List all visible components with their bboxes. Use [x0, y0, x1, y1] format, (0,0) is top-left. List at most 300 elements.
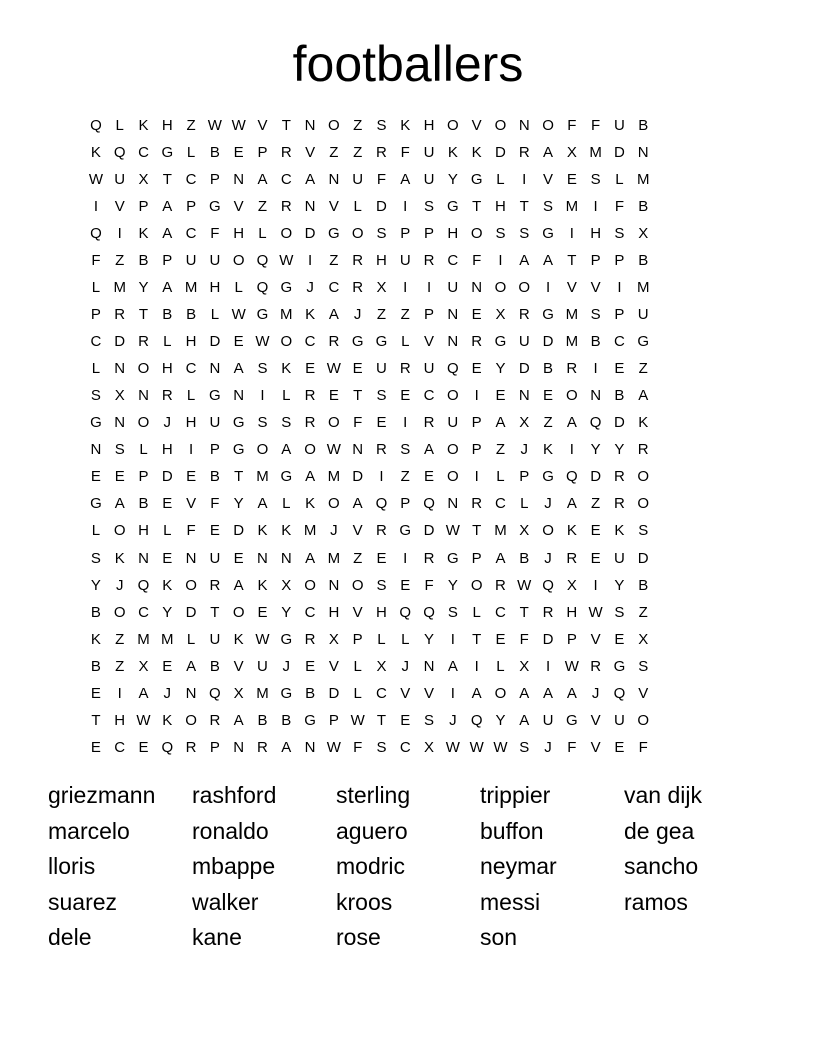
grid-letter: C	[495, 603, 506, 621]
grid-letter: O	[637, 495, 650, 513]
word-list-item: ramos	[624, 888, 688, 915]
grid-letter: S	[376, 387, 387, 405]
grid-letter: N	[138, 549, 149, 567]
grid-letter: P	[162, 252, 173, 270]
grid-letter: Z	[400, 468, 410, 486]
grid-letter: L	[401, 333, 410, 351]
grid-letter: B	[186, 306, 197, 324]
grid-letter: Y	[447, 171, 458, 189]
grid-letter: G	[447, 198, 459, 216]
grid-letter: O	[542, 117, 554, 134]
grid-letter: E	[138, 738, 149, 756]
grid-letter: T	[472, 630, 482, 648]
word-list-item: aguero	[336, 817, 408, 844]
grid-letter: I	[93, 198, 98, 216]
grid-letter: V	[424, 684, 435, 702]
grid-letter: X	[138, 171, 149, 189]
grid-letter: R	[399, 360, 411, 378]
grid-letter: C	[138, 603, 149, 621]
grid-letter: U	[447, 414, 459, 432]
grid-letter: P	[138, 468, 149, 486]
grid-letter: O	[351, 225, 364, 243]
grid-letter: R	[614, 495, 625, 513]
grid-letter: W	[445, 738, 460, 756]
grid-letter: A	[233, 711, 244, 729]
grid-letter: F	[400, 144, 410, 162]
grid-letter: L	[186, 387, 196, 405]
grid-letter: M	[636, 171, 650, 189]
grid-letter: N	[114, 360, 126, 378]
grid-letter: R	[376, 144, 387, 162]
grid-letter: P	[352, 630, 363, 648]
word-list-item: kroos	[336, 888, 393, 915]
grid-letter: C	[185, 171, 197, 189]
grid-letter: N	[518, 387, 530, 405]
word-list-item: griezmann	[48, 782, 156, 808]
grid-letter: U	[423, 360, 435, 378]
grid-letter: F	[210, 225, 220, 243]
grid-letter: L	[139, 441, 148, 459]
grid-letter: A	[519, 711, 530, 729]
grid-letter: H	[209, 279, 221, 297]
grid-letter: O	[637, 468, 650, 486]
grid-letter: B	[90, 657, 101, 675]
grid-letter: B	[638, 117, 649, 134]
word-list-item: buffon	[480, 817, 544, 844]
grid-letter: D	[161, 468, 173, 486]
grid-letter: G	[280, 630, 293, 648]
grid-letter: Q	[399, 603, 412, 621]
grid-letter: O	[304, 576, 316, 594]
grid-letter: B	[281, 711, 292, 729]
grid-letter: R	[138, 333, 149, 351]
grid-letter: N	[447, 306, 459, 324]
grid-letter: A	[352, 495, 363, 513]
grid-letter: S	[90, 549, 101, 567]
grid-letter: G	[256, 306, 269, 324]
grid-letter: N	[90, 441, 102, 459]
grid-letter: Y	[590, 441, 601, 459]
grid-letter: F	[638, 738, 648, 756]
grid-letter: A	[424, 441, 435, 459]
grid-letter: I	[260, 387, 265, 405]
grid-letter: D	[352, 468, 364, 486]
grid-letter: S	[376, 576, 387, 594]
grid-letter: V	[471, 117, 482, 134]
word-list-item: sterling	[336, 782, 411, 808]
grid-letter: G	[351, 333, 364, 351]
grid-letter: V	[328, 198, 339, 216]
grid-letter: K	[471, 144, 482, 162]
grid-letter: X	[638, 225, 649, 243]
word-list-item: van dijk	[624, 782, 702, 808]
grid-letter: B	[138, 252, 149, 270]
grid-letter: S	[447, 603, 458, 621]
grid-letter: N	[471, 279, 483, 297]
grid-letter: K	[543, 441, 554, 459]
grid-letter: R	[280, 198, 292, 216]
grid-letter: I	[379, 468, 384, 486]
grid-letter: R	[423, 414, 435, 432]
grid-letter: V	[233, 657, 244, 675]
grid-letter: Q	[137, 576, 150, 594]
grid-letter: Z	[115, 657, 125, 675]
grid-letter: A	[257, 495, 268, 513]
grid-letter: X	[519, 657, 530, 675]
grid-letter: P	[590, 252, 601, 270]
grid-letter: S	[543, 198, 554, 216]
grid-letter: L	[186, 144, 196, 162]
grid-letter: W	[350, 711, 365, 729]
grid-letter: P	[209, 738, 220, 756]
grid-letter: H	[138, 522, 149, 540]
grid-letter: Z	[353, 117, 363, 134]
grid-letter: P	[424, 306, 435, 324]
grid-letter: L	[353, 657, 362, 675]
grid-letter: A	[186, 657, 197, 675]
grid-letter: H	[495, 198, 506, 216]
grid-letter: E	[400, 576, 411, 594]
grid-letter: E	[233, 144, 244, 162]
grid-letter: G	[375, 333, 388, 351]
grid-letter: K	[305, 306, 316, 324]
grid-letter: S	[376, 117, 387, 134]
grid-letter: B	[638, 252, 649, 270]
grid-letter: G	[613, 657, 626, 675]
grid-letter: L	[91, 360, 101, 378]
grid-letter: D	[114, 333, 126, 351]
grid-letter: X	[495, 306, 506, 324]
grid-letter: X	[281, 576, 292, 594]
grid-letter: L	[210, 306, 220, 324]
grid-letter: H	[185, 414, 197, 432]
grid-letter: X	[638, 630, 649, 648]
grid-letter: R	[209, 576, 221, 594]
grid-letter: W	[564, 657, 579, 675]
grid-letter: O	[256, 441, 269, 459]
grid-letter: O	[447, 468, 459, 486]
grid-letter: G	[542, 225, 554, 243]
grid-letter: K	[233, 630, 244, 648]
grid-letter: H	[161, 441, 173, 459]
grid-letter: V	[590, 279, 601, 297]
grid-letter: D	[614, 144, 625, 162]
grid-letter: S	[495, 225, 506, 243]
grid-letter: A	[281, 738, 292, 756]
grid-letter: P	[209, 171, 220, 189]
word-list-item: suarez	[48, 888, 118, 915]
grid-letter: P	[186, 198, 197, 216]
grid-letter: O	[328, 495, 340, 513]
grid-letter: D	[304, 225, 316, 243]
grid-letter: Q	[566, 468, 578, 486]
grid-letter: V	[233, 198, 244, 216]
grid-letter: J	[401, 657, 409, 675]
grid-letter: S	[257, 414, 268, 432]
grid-letter: O	[494, 684, 507, 702]
grid-letter: A	[138, 684, 149, 702]
grid-letter: P	[424, 225, 435, 243]
grid-letter: H	[376, 603, 387, 621]
grid-letter: O	[447, 441, 459, 459]
grid-letter: V	[114, 198, 125, 216]
grid-letter: D	[614, 414, 625, 432]
grid-letter: W	[255, 333, 270, 351]
grid-letter: T	[210, 603, 220, 621]
grid-letter: K	[257, 576, 268, 594]
grid-letter: M	[327, 468, 341, 486]
grid-letter: S	[400, 441, 411, 459]
grid-letter: F	[353, 414, 363, 432]
grid-letter: P	[566, 630, 577, 648]
grid-letter: X	[328, 630, 339, 648]
grid-letter: A	[638, 387, 649, 405]
word-list-item: ronaldo	[192, 817, 269, 844]
grid-letter: X	[138, 657, 149, 675]
grid-letter: G	[566, 711, 578, 729]
grid-letter: U	[423, 144, 435, 162]
grid-letter: O	[542, 522, 554, 540]
grid-letter: B	[543, 360, 554, 378]
grid-letter: P	[257, 144, 268, 162]
grid-letter: H	[566, 603, 578, 621]
grid-letter: D	[328, 684, 340, 702]
grid-letter: N	[352, 441, 364, 459]
grid-letter: Q	[256, 279, 269, 297]
grid-letter: R	[566, 549, 578, 567]
grid-letter: Z	[329, 252, 339, 270]
grid-letter: K	[257, 522, 268, 540]
grid-letter: K	[162, 711, 173, 729]
grid-letter: P	[519, 468, 530, 486]
grid-letter: X	[376, 657, 387, 675]
grid-letter: K	[281, 360, 292, 378]
grid-letter: E	[162, 549, 173, 567]
grid-letter: V	[400, 684, 411, 702]
grid-letter: C	[280, 171, 292, 189]
grid-letter: I	[617, 279, 622, 297]
grid-letter: F	[353, 738, 363, 756]
word-list-item: dele	[48, 924, 92, 950]
word-list-item: trippier	[480, 782, 551, 808]
grid-letter: R	[423, 252, 435, 270]
grid-letter: B	[638, 576, 649, 594]
grid-letter: J	[449, 711, 457, 729]
grid-letter: E	[162, 495, 173, 513]
grid-letter: V	[352, 603, 363, 621]
grid-letter: Q	[113, 144, 126, 162]
grid-letter: B	[614, 387, 625, 405]
grid-letter: F	[424, 576, 434, 594]
grid-letter: X	[519, 522, 530, 540]
grid-letter: T	[519, 198, 529, 216]
grid-letter: Z	[257, 198, 268, 216]
grid-letter: M	[589, 144, 602, 162]
grid-letter: S	[614, 225, 625, 243]
grid-letter: E	[495, 630, 506, 648]
grid-letter: X	[424, 738, 435, 756]
grid-letter: W	[445, 522, 460, 540]
grid-letter: G	[280, 279, 293, 297]
grid-letter: X	[376, 279, 387, 297]
grid-letter: P	[400, 495, 411, 513]
grid-letter: A	[305, 549, 316, 567]
grid-letter: E	[424, 468, 435, 486]
grid-letter: Q	[256, 252, 269, 270]
grid-letter: Z	[543, 414, 553, 432]
grid-letter: S	[281, 414, 292, 432]
grid-letter: O	[351, 576, 364, 594]
grid-letter: Q	[613, 684, 626, 702]
grid-letter: H	[114, 711, 126, 729]
grid-letter: O	[447, 387, 459, 405]
grid-letter: K	[114, 549, 125, 567]
grid-letter: T	[567, 252, 577, 270]
grid-letter: N	[138, 387, 149, 405]
grid-letter: A	[281, 441, 292, 459]
grid-letter: G	[542, 468, 554, 486]
grid-letter: C	[138, 144, 149, 162]
grid-letter: G	[280, 684, 293, 702]
grid-letter: E	[233, 549, 244, 567]
grid-letter: I	[189, 441, 194, 459]
grid-letter: O	[113, 522, 126, 540]
grid-letter: J	[330, 522, 338, 540]
grid-letter: O	[185, 711, 197, 729]
grid-letter: Q	[209, 684, 221, 702]
grid-letter: G	[304, 711, 316, 729]
grid-letter: Y	[447, 576, 458, 594]
grid-letter: V	[305, 144, 316, 162]
grid-letter: W	[279, 252, 294, 270]
grid-letter: I	[474, 657, 479, 675]
word-list-item: marcelo	[48, 817, 130, 844]
grid-letter: I	[403, 414, 408, 432]
word-list-item: rose	[336, 924, 381, 950]
grid-letter: M	[636, 279, 650, 297]
grid-letter: A	[471, 684, 482, 702]
grid-letter: O	[137, 360, 150, 378]
grid-letter: L	[186, 630, 196, 648]
grid-letter: L	[496, 171, 505, 189]
grid-letter: Y	[233, 495, 244, 513]
grid-letter: K	[138, 225, 149, 243]
grid-letter: P	[209, 441, 220, 459]
grid-letter: H	[447, 225, 459, 243]
grid-letter: R	[280, 144, 292, 162]
word-list-item: rashford	[192, 782, 277, 808]
letter-grid	[84, 112, 655, 761]
grid-letter: T	[376, 711, 387, 729]
grid-letter: F	[591, 117, 601, 134]
grid-letter: Z	[115, 630, 125, 648]
grid-letter: X	[566, 144, 577, 162]
grid-letter: C	[376, 684, 387, 702]
grid-letter: A	[400, 171, 411, 189]
word-list-item: walker	[192, 888, 259, 915]
grid-letter: X	[233, 684, 244, 702]
grid-letter: A	[233, 576, 244, 594]
grid-letter: S	[638, 657, 649, 675]
grid-letter: Q	[423, 603, 435, 621]
grid-letter: E	[90, 684, 101, 702]
grid-letter: G	[399, 522, 412, 540]
grid-letter: L	[496, 468, 505, 486]
grid-letter: M	[256, 468, 269, 486]
grid-letter: N	[280, 549, 292, 567]
word-list	[48, 778, 768, 956]
grid-letter: L	[115, 117, 124, 134]
grid-letter: O	[304, 441, 316, 459]
grid-letter: R	[471, 333, 483, 351]
grid-letter: Q	[161, 738, 174, 756]
grid-letter: J	[163, 414, 172, 432]
grid-letter: U	[209, 549, 221, 567]
word-list-item: modric	[336, 853, 406, 879]
grid-letter: O	[494, 279, 507, 297]
grid-letter: I	[450, 684, 455, 702]
grid-letter: I	[403, 549, 408, 567]
word-list-item: messi	[480, 888, 541, 915]
grid-letter: E	[209, 522, 220, 540]
puzzle-title: footballers	[292, 36, 524, 92]
grid-letter: I	[474, 387, 479, 405]
grid-letter: M	[137, 630, 150, 648]
grid-letter: E	[543, 387, 554, 405]
grid-letter: O	[280, 333, 293, 351]
grid-letter: J	[520, 441, 528, 459]
grid-letter: I	[545, 279, 551, 297]
grid-letter: M	[184, 279, 198, 297]
grid-letter: P	[90, 306, 101, 324]
grid-letter: F	[210, 495, 220, 513]
grid-letter: Y	[162, 603, 173, 621]
grid-letter: I	[522, 171, 527, 189]
grid-letter: G	[209, 387, 221, 405]
grid-letter: P	[614, 306, 625, 324]
grid-letter: Y	[90, 576, 101, 594]
grid-letter: A	[162, 279, 173, 297]
grid-letter: P	[138, 198, 149, 216]
grid-letter: C	[447, 252, 459, 270]
grid-letter: D	[542, 333, 554, 351]
grid-letter: S	[424, 711, 435, 729]
grid-letter: F	[186, 522, 196, 540]
grid-letter: M	[256, 684, 269, 702]
grid-letter: O	[470, 225, 483, 243]
grid-letter: R	[542, 603, 554, 621]
grid-letter: J	[282, 657, 291, 675]
grid-letter: C	[185, 225, 197, 243]
grid-letter: R	[423, 549, 435, 567]
grid-letter: E	[471, 360, 482, 378]
grid-letter: C	[399, 738, 411, 756]
grid-letter: U	[637, 306, 649, 324]
grid-letter: Q	[90, 225, 102, 243]
grid-letter: Z	[376, 306, 387, 324]
grid-letter: B	[138, 495, 149, 513]
grid-letter: K	[566, 522, 577, 540]
grid-letter: D	[423, 522, 435, 540]
grid-letter: I	[569, 441, 574, 459]
grid-letter: E	[90, 468, 101, 486]
grid-letter: T	[472, 522, 482, 540]
grid-letter: H	[161, 360, 173, 378]
grid-letter: E	[614, 360, 625, 378]
grid-letter: L	[353, 684, 362, 702]
grid-letter: S	[114, 441, 125, 459]
grid-letter: W	[255, 630, 270, 648]
